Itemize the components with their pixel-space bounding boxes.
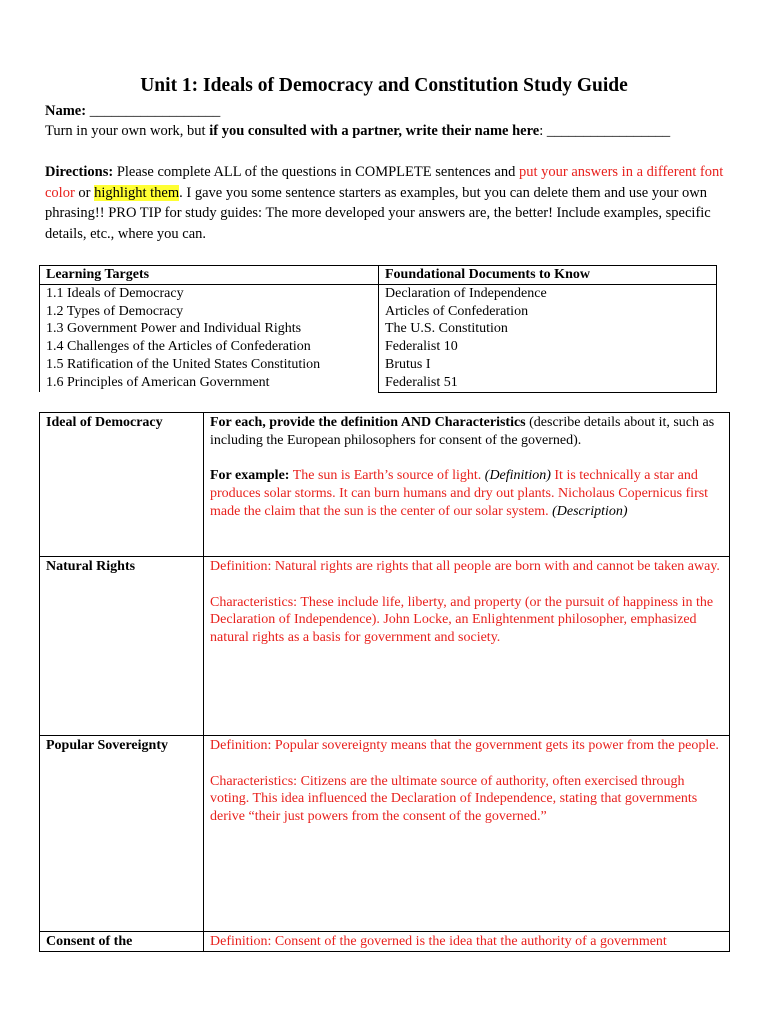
learning-target: 1.5 Ratification of the United States Constitution <box>46 356 321 372</box>
foundational-document: Articles of Confederation <box>385 303 529 319</box>
instructions-rest: (describe details about it, such as including the European philosophers for consent of the governed). <box>210 415 715 448</box>
instructions-bold: For each, provide the definition AND Characteristics <box>210 415 526 430</box>
example-answer: The sun is Earth’s source of light. <box>289 468 485 484</box>
definition-answer: Definition: Natural rights are rights that all people are born with and cannot be taken away. <box>210 559 720 574</box>
learning-target: 1.4 Challenges of the Articles of Confederation <box>46 339 311 355</box>
instructions-text <box>210 414 723 450</box>
table-header-row <box>40 413 730 557</box>
learning-target: 1.3 Government Power and Individual Rights <box>46 321 302 337</box>
partner-instruction: if you consulted with a partner, write their name here <box>209 123 540 139</box>
page-title: Unit 1: Ideals of Democracy and Constitution Study Guide <box>140 75 628 96</box>
table-row <box>40 932 730 952</box>
definition-tag: (Definition) <box>484 468 551 484</box>
characteristics-answer: Characteristics: These include life, liberty, and property (or the pursuit of happiness in the Declaration of Independence). John Locke, an Enlightenment philosopher, emphasized natural rights as a basis for government and society. <box>210 594 714 646</box>
foundational-document: The U.S. Constitution <box>385 321 508 337</box>
partner-blank[interactable]: : _________________ <box>539 123 671 139</box>
answer-cell[interactable] <box>204 736 730 932</box>
foundational-document: Federalist 51 <box>385 374 458 390</box>
column-header: Foundational Documents to Know <box>379 266 717 285</box>
column-header: Ideal of Democracy <box>40 413 204 557</box>
foundational-document: Declaration of Independence <box>385 285 547 301</box>
learning-target: 1.2 Types of Democracy <box>46 303 184 319</box>
ideal-term: Popular Sovereignty <box>40 736 204 932</box>
directions-label: Directions: <box>45 164 114 180</box>
learning-target: 1.6 Principles of American Government <box>46 374 270 390</box>
name-line <box>45 101 220 121</box>
answer-cell[interactable] <box>204 932 730 952</box>
example-answer: It is technically a star and produces solar storms. It can burn humans and dry out plants. Nicholaus Copernicus first made the claim that the sun is the center of our solar system. <box>210 468 709 519</box>
ideal-term: Consent of the <box>40 932 204 952</box>
highlight-instruction: highlight them <box>94 184 180 201</box>
directions-text: Please complete ALL of the questions in COMPLETE sentences and <box>113 164 519 180</box>
answer-cell[interactable] <box>204 557 730 736</box>
documents-cell <box>379 284 717 392</box>
learning-target: 1.1 Ideals of Democracy <box>46 285 184 301</box>
name-blank[interactable]: __________________ <box>89 103 221 119</box>
table-row <box>40 284 717 392</box>
example-label: For example: <box>210 468 290 484</box>
directions-text: or <box>74 184 95 201</box>
definition-answer: Definition: Popular sovereignty means that the government gets its power from the people. <box>210 738 719 753</box>
ideals-table <box>39 412 730 952</box>
name-label: Name: <box>45 103 87 119</box>
definition-answer: Definition: Consent of the governed is the idea that the authority of a government <box>210 934 667 949</box>
column-header: Learning Targets <box>40 266 379 285</box>
learning-target-cell <box>40 284 379 392</box>
foundational-document: Federalist 10 <box>385 339 458 355</box>
partner-line <box>45 121 670 141</box>
directions-text: . I gave you some sentence starters as examples, but you can delete them and use your own phrasing!! PRO TIP for study guides: The more developed your answers are, the better! Include examples, specific details, etc., where you can. <box>45 184 711 242</box>
characteristics-answer: Characteristics: Citizens are the ultimate source of authority, often exercised through voting. This idea influenced the Declaration of Independence, stating that governments derive “their just powers from the consent of the governed.” <box>210 773 698 825</box>
example-text <box>210 467 723 520</box>
foundational-document: Brutus I <box>385 356 431 372</box>
table-row <box>40 557 730 736</box>
table-row <box>40 736 730 932</box>
partner-text: Turn in your own work, but <box>45 123 210 139</box>
instructions-cell <box>204 413 730 557</box>
learning-targets-table <box>39 265 717 393</box>
description-tag: (Description) <box>552 503 628 519</box>
red-font-instruction: put your answers in a different font color <box>45 164 724 201</box>
directions-paragraph <box>45 162 735 244</box>
table-header-row <box>40 266 717 285</box>
ideal-term: Natural Rights <box>40 557 204 736</box>
